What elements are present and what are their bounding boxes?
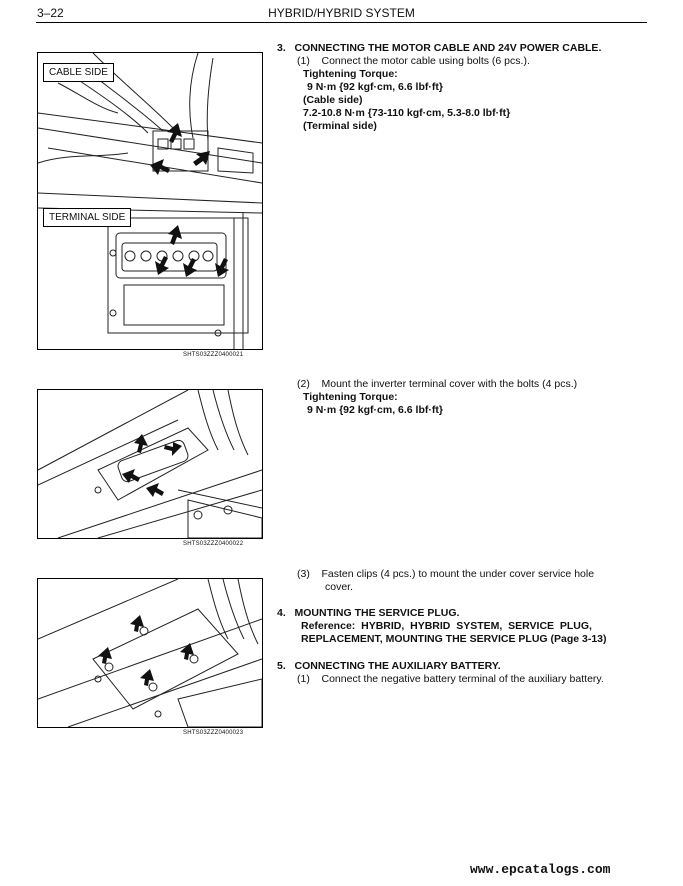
page-title: HYBRID/HYBRID SYSTEM [268, 6, 415, 20]
step-4-reference: Reference: HYBRID, HYBRID SYSTEM, SERVICE PLUG, [301, 620, 592, 632]
torque-value-terminal: 7.2-10.8 N·m {73-110 kgf·cm, 5.3-8.0 lbf·ft} [303, 107, 511, 119]
step-3-sub-1: (1) Connect the motor cable using bolts (6 pcs.). [297, 55, 530, 67]
figure-code: SHTS03ZZZ0400021 [183, 352, 244, 358]
page-number: 3–22 [37, 6, 64, 20]
step-4-heading: 4. MOUNTING THE SERVICE PLUG. [277, 607, 460, 619]
torque-side-cable: (Cable side) [303, 94, 363, 106]
torque-side-terminal: (Terminal side) [303, 120, 377, 132]
figure-cable-connection [37, 52, 263, 350]
figure-code: SHTS03ZZZ0400022 [183, 541, 244, 547]
header-divider [36, 22, 647, 23]
cable-connection-illustration [38, 53, 262, 349]
figure-terminal-cover [37, 389, 263, 539]
step-5-heading: 5. CONNECTING THE AUXILIARY BATTERY. [277, 660, 501, 672]
step-3-sub-3: (3) Fasten clips (4 pcs.) to mount the under cover service hole [297, 568, 595, 580]
torque-value: 9 N·m {92 kgf·cm, 6.6 lbf·ft} [307, 404, 443, 416]
watermark-link[interactable]: www.epcatalogs.com [470, 862, 611, 877]
step-3-heading: 3. CONNECTING THE MOTOR CABLE AND 24V POWER CABLE. [277, 42, 602, 54]
figure-code: SHTS03ZZZ0400023 [183, 730, 244, 736]
torque-value-cable: 9 N·m {92 kgf·cm, 6.6 lbf·ft} [307, 81, 443, 93]
service-hole-cover-illustration [38, 579, 262, 727]
torque-label: Tightening Torque: [303, 68, 398, 80]
callout-cable-side: CABLE SIDE [43, 63, 114, 82]
torque-label: Tightening Torque: [303, 391, 398, 403]
figure-service-hole-cover [37, 578, 263, 728]
callout-terminal-side: TERMINAL SIDE [43, 208, 131, 227]
step-5-sub-1: (1) Connect the negative battery terminal of the auxiliary battery. [297, 673, 604, 685]
step-4-reference-cont: REPLACEMENT, MOUNTING THE SERVICE PLUG (Page 3-13) [301, 633, 607, 645]
step-3-sub-3-cont: cover. [325, 581, 354, 593]
terminal-cover-illustration [38, 390, 262, 538]
step-3-sub-2: (2) Mount the inverter terminal cover with the bolts (4 pcs.) [297, 378, 578, 390]
